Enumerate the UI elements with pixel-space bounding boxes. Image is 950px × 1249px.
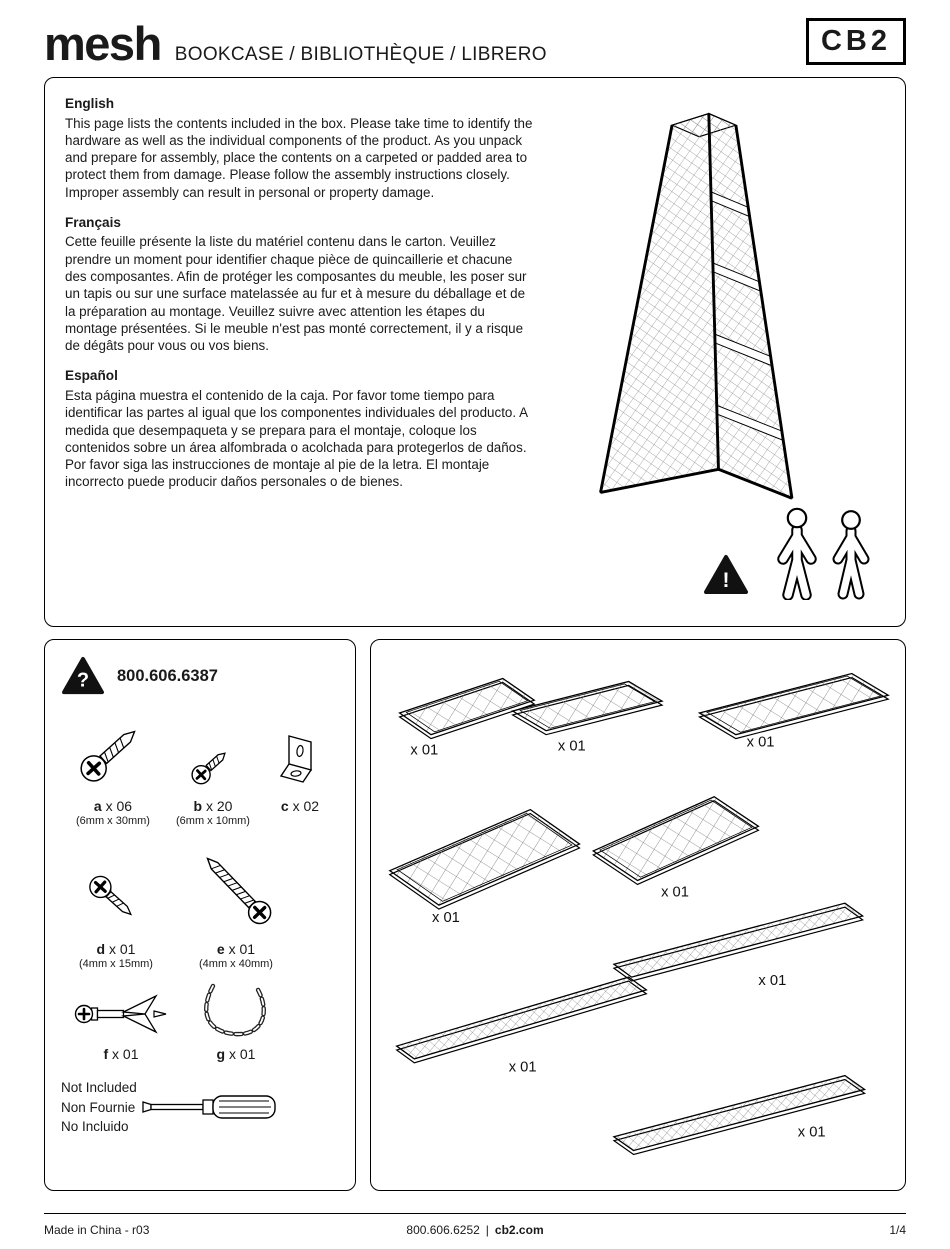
screw-e-icon <box>187 837 285 937</box>
mesh-panel-6 <box>614 903 863 989</box>
hardware-item-a <box>61 706 165 827</box>
brand-name: mesh <box>44 17 161 70</box>
mesh-panel-4 <box>390 810 580 926</box>
bookcase-illustration <box>587 95 819 545</box>
hardware-label-e: e x 01 <box>216 941 256 957</box>
hardware-row-fg <box>61 980 339 1062</box>
hardware-item-e <box>171 837 301 970</box>
mesh-panel-5 <box>593 797 758 901</box>
footer-page-number: 1/4 <box>889 1223 906 1237</box>
cb2-logo: CB2 <box>806 18 906 65</box>
warning-triangle-icon <box>703 554 749 601</box>
hardware-item-g <box>181 980 291 1062</box>
anchor-f-icon <box>74 980 169 1042</box>
header <box>44 17 906 70</box>
hardware-label-g: g x 01 <box>216 1046 256 1062</box>
panel-qty-2: x 01 <box>557 738 586 755</box>
hardware-item-d <box>61 837 171 970</box>
bracket-c-icon <box>269 706 331 794</box>
hardware-label-b: b x 20 <box>193 798 233 814</box>
intro-heading-english: English <box>65 96 115 111</box>
footer-made-in: Made in China - r03 <box>44 1223 150 1237</box>
footer <box>44 1213 906 1237</box>
intro-section-english <box>65 95 533 201</box>
panel-qty-4: x 01 <box>432 909 460 926</box>
hardware-label-a: a x 06 <box>93 798 133 814</box>
screw-b-icon <box>183 706 243 794</box>
panel-qty-7: x 01 <box>508 1059 537 1076</box>
intro-body-english: This page lists the contents included in the box. Please take time to identify the hardware as well as the individual components of the product. As you unpack and prepare for assembly, place the contents on a carpeted or padded area to protect them from damage. Please follow the assembly instructions closely. Improper assembly can result in personal or property damage. <box>65 115 533 200</box>
intro-section-french <box>65 214 533 355</box>
hardware-size-d: (4mm x 15mm) <box>79 958 153 970</box>
hardware-label-c: c x 02 <box>280 798 320 814</box>
hardware-item-c <box>261 706 339 827</box>
screwdriver-icon <box>141 1089 291 1125</box>
help-row <box>61 656 339 696</box>
hardware-row-abc <box>61 706 339 827</box>
footer-phone: 800.606.6252 <box>406 1223 480 1237</box>
panel-qty-6: x 01 <box>758 972 787 989</box>
intro-heading-french: Français <box>65 214 121 230</box>
hardware-size-b: (6mm x 10mm) <box>176 815 250 827</box>
panels-box <box>370 639 906 1191</box>
hardware-size-a: (6mm x 30mm) <box>76 815 150 827</box>
intro-text <box>65 95 533 609</box>
not-included-line-es: No Incluido <box>61 1119 129 1135</box>
intro-heading-spanish: Español <box>65 368 118 384</box>
not-included-line-en: Not Included <box>61 1080 137 1095</box>
hardware-label-f: f x 01 <box>103 1046 139 1062</box>
bottom-section <box>44 639 906 1191</box>
safety-icons <box>703 504 883 605</box>
warning-exclamation: ! <box>722 569 730 592</box>
illustration-area <box>533 95 885 609</box>
footer-separator: | <box>485 1223 489 1237</box>
intro-body-spanish: Esta página muestra el contenido de la caja. Por favor tome tiempo para identificar las partes al igual que los componentes individuales del producto. A medida que desempaqueta y se prepara para el montaje, coloque los contenidos sobre un área alfombrada o acolchada para protegerlos de daños. Por favor siga las instrucciones de montaje al pie de la letra. El montaje incorrecto puede producir daños personales o de bienes. <box>65 387 528 490</box>
two-person-icon <box>765 504 883 605</box>
panel-qty-8: x 01 <box>797 1124 826 1141</box>
not-included-text <box>61 1078 137 1137</box>
hardware-item-b <box>165 706 261 827</box>
mesh-panel-3 <box>699 674 888 751</box>
mesh-panels-illustration <box>375 644 901 1186</box>
footer-website: cb2.com <box>494 1223 544 1237</box>
bookcase-icon <box>587 95 819 540</box>
panel-qty-5: x 01 <box>661 884 689 901</box>
screw-d-icon <box>80 837 152 937</box>
panel-qty-3: x 01 <box>746 734 775 751</box>
not-included-line-fr: Non Fournie <box>61 1099 136 1115</box>
panel-qty-1: x 01 <box>410 742 439 759</box>
hardware-size-e: (4mm x 40mm) <box>199 958 273 970</box>
intro-body-french: Cette feuille présente la liste du matériel contenu dans le carton. Veuillez prendre un moment pour identifier chaque pièce de quincaillerie et chacune des composantes. Afin de protéger les composantes du meuble, les poser sur un tapis ou sur une surface matelassée au fur et à mesure du déballage et de la préparation au montage. Veuillez suivre avec attention les étapes du montage présentées. Si le meuble n'est pas monté correctement, il y a risque de dégâts pour vous ou vos biens. <box>65 234 527 354</box>
question-mark: ? <box>76 669 90 692</box>
mesh-panel-7 <box>397 977 647 1076</box>
hardware-box <box>44 639 356 1191</box>
chain-g-icon <box>197 980 275 1042</box>
mesh-panel-2 <box>513 681 662 754</box>
intro-section-spanish <box>65 367 533 490</box>
screw-a-icon <box>70 706 156 794</box>
hardware-item-f <box>61 980 181 1062</box>
intro-box <box>44 77 906 627</box>
not-included-block <box>61 1078 339 1137</box>
hardware-label-d: d x 01 <box>96 941 136 957</box>
product-subtitle: BOOKCASE / BIBLIOTHÈQUE / LIBRERO <box>174 44 547 65</box>
help-phone: 800.606.6387 <box>117 666 218 685</box>
question-triangle-icon <box>61 656 105 696</box>
footer-contact <box>44 1223 906 1237</box>
mesh-panel-8 <box>614 1076 865 1155</box>
hardware-row-de <box>61 837 339 970</box>
mesh-panel-1 <box>400 678 535 758</box>
